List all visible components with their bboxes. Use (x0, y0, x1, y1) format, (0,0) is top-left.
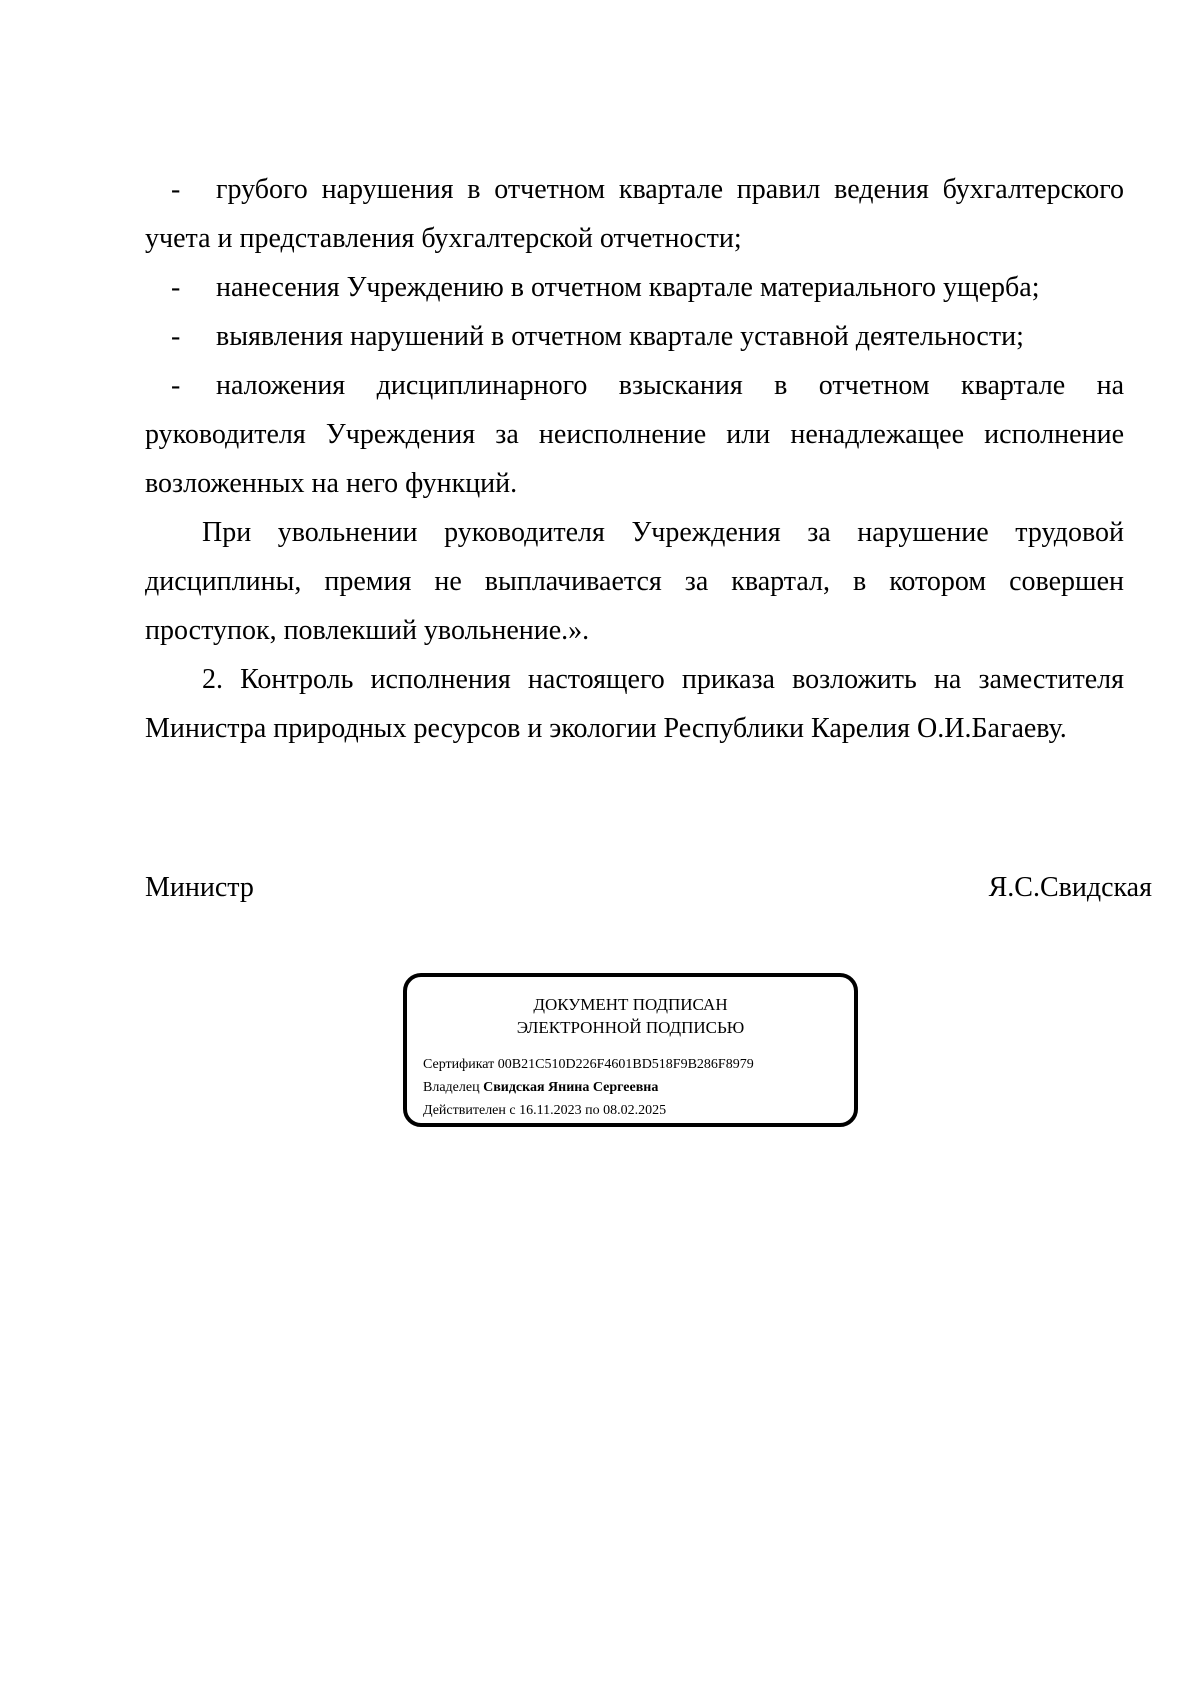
certificate-value: 00B21C510D226F4601BD518F9B286F8979 (497, 1057, 754, 1072)
list-item (145, 263, 1124, 312)
stamp-title-line: ЭЛЕКТРОННОЙ ПОДПИСЬЮ (516, 1018, 745, 1037)
valid-to-label: по (585, 1103, 600, 1118)
valid-from-label: с (509, 1103, 516, 1118)
owner-label: Владелец (423, 1080, 480, 1095)
list-item-text: нанесения Учреждению в отчетном квартале материального ущерба; (216, 272, 1040, 303)
list-dash: - (171, 272, 181, 303)
signature-row (145, 868, 1152, 908)
signatory-position: Министр (145, 872, 254, 903)
electronic-signature-stamp (403, 973, 858, 1127)
list-item-text: выявления нарушений в отчетном квартале уставной деятельности; (216, 321, 1024, 352)
signatory-name: Я.С.Свидская (988, 872, 1152, 903)
valid-to: 08.02.2025 (603, 1103, 667, 1118)
list-item-text: наложения дисциплинарного взыскания в отчетном квартале на руководителя Учреждения за неисполнение или ненадлежащее исполнение возложенных на него функций. (145, 370, 1124, 499)
list-item-text: грубого нарушения в отчетном квартале правил ведения бухгалтерского учета и представления бухгалтерской отчетности; (145, 174, 1124, 254)
stamp-title-line: ДОКУМЕНТ ПОДПИСАН (533, 995, 728, 1014)
paragraph-control: 2. Контроль исполнения настоящего приказа возложить на заместителя Министра природных ресурсов и экологии Республики Карелия О.И.Багаеву. (145, 664, 1124, 744)
list-dash: - (171, 174, 181, 205)
list-item (145, 361, 1124, 508)
list-item (145, 312, 1124, 361)
list-dash: - (171, 321, 181, 352)
stamp-title (407, 993, 854, 1039)
certificate-label: Сертификат (423, 1057, 495, 1072)
owner-value: Свидская Янина Сергеевна (483, 1080, 659, 1095)
stamp-certificate (423, 1056, 846, 1074)
stamp-owner (423, 1079, 846, 1097)
paragraph-dismissal: При увольнении руководителя Учреждения за нарушение трудовой дисциплины, премия не выплачивается за квартал, в котором совершен проступок, повлекший увольнение.». (145, 517, 1124, 646)
valid-label: Действителен (423, 1103, 506, 1118)
list-dash: - (171, 370, 181, 401)
valid-from: 16.11.2023 (519, 1103, 582, 1118)
list-item (145, 165, 1124, 263)
stamp-validity (423, 1102, 846, 1120)
document-body (145, 165, 1124, 753)
